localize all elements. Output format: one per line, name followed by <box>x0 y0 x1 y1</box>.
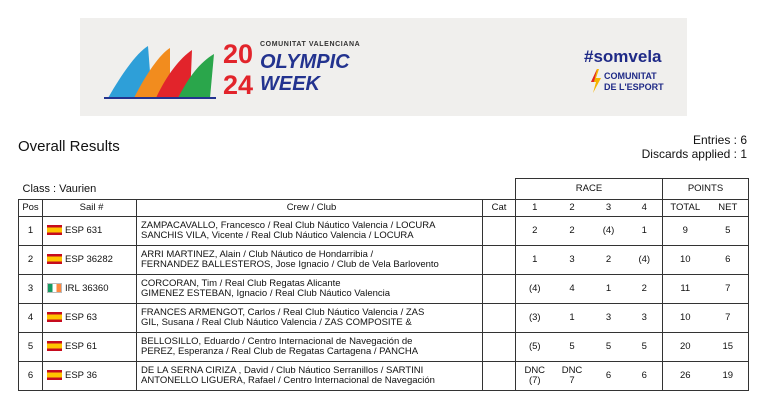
cat-cell <box>483 303 516 332</box>
race-group-header: RACE <box>516 179 663 200</box>
crew-line-1: FRANCES ARMENGOT, Carlos / Real Club Náutico Valencia / ZAS <box>141 307 425 318</box>
event-name-line1: OLYMPIC <box>260 51 350 73</box>
col-crew: Crew / Club <box>137 199 483 216</box>
col-race-1: 1 <box>516 199 554 216</box>
total-cell: 10 <box>663 303 708 332</box>
race-1-value: (4) <box>528 282 541 294</box>
race-1-value: 2 <box>532 224 538 236</box>
crew-line-1: BELLOSILLO, Eduardo / Centro Internacional de Navegación de <box>141 336 413 347</box>
cat-cell <box>483 332 516 361</box>
cat-cell <box>483 216 516 245</box>
discards-count: Discards applied : 1 <box>641 147 747 161</box>
col-total: TOTAL <box>663 199 708 216</box>
sail-cell <box>43 216 137 245</box>
points-group-header: POINTS <box>663 179 749 200</box>
race-2-value: 2 <box>569 224 575 236</box>
race-1-sub: (7) <box>528 374 541 386</box>
sail-number: IRL 36360 <box>65 283 109 294</box>
race-4-cell: 5 <box>627 332 663 361</box>
bolt-icon <box>590 69 602 93</box>
race-2-value: DNC <box>561 364 583 376</box>
total-cell: 10 <box>663 245 708 274</box>
net-cell: 5 <box>708 216 749 245</box>
cat-cell <box>483 361 516 390</box>
year-bottom: 24 <box>223 70 254 100</box>
crew-line-2: PEREZ, Esperanza / Real Club de Regatas Cartagena / PANCHA <box>141 346 419 357</box>
race-2-sub: 7 <box>569 374 575 386</box>
race-1-cell <box>516 332 554 361</box>
race-2-cell <box>554 303 591 332</box>
race-4-cell: (4) <box>627 245 663 274</box>
net-cell: 15 <box>708 332 749 361</box>
total-cell: 20 <box>663 332 708 361</box>
event-name-line2: WEEK <box>260 73 320 95</box>
crew-line-1: CORCORAN, Tim / Real Club Regatas Alicante <box>141 278 341 289</box>
crew-cell <box>137 245 483 274</box>
cat-cell <box>483 245 516 274</box>
sail-cell <box>43 361 137 390</box>
pos-cell: 6 <box>19 361 43 390</box>
race-2-value: 4 <box>569 282 575 294</box>
race-1-value: DNC <box>524 364 546 376</box>
sponsor-line2: DE L'ESPORT <box>604 82 664 92</box>
crew-cell <box>137 361 483 390</box>
race-2-cell <box>554 216 591 245</box>
col-cat: Cat <box>483 199 516 216</box>
race-1-value: (5) <box>528 340 541 352</box>
flag-icon <box>47 283 62 293</box>
race-4-cell: 6 <box>627 361 663 390</box>
net-cell: 7 <box>708 303 749 332</box>
table-row <box>19 303 749 332</box>
race-2-value: 3 <box>569 253 575 265</box>
flag-icon <box>47 254 62 264</box>
crew-line-1: ZAMPACAVALLO, Francesco / Real Club Náutico Valencia / LOCURA <box>141 220 436 231</box>
crew-line-2: ANTONELLO LIGUERA, Rafael / Centro Internacional de Navegación <box>141 375 435 386</box>
table-row <box>19 216 749 245</box>
pos-cell: 2 <box>19 245 43 274</box>
sail-number: ESP 631 <box>65 225 103 236</box>
class-cell <box>19 179 516 200</box>
sail-number: ESP 36282 <box>65 254 113 265</box>
flag-icon <box>47 225 62 235</box>
race-3-cell: (4) <box>591 216 627 245</box>
results-table <box>18 178 749 391</box>
race-4-cell: 3 <box>627 303 663 332</box>
total-cell: 26 <box>663 361 708 390</box>
region-label: COMUNITAT VALENCIANA <box>260 41 361 48</box>
sail-cell <box>43 332 137 361</box>
table-row <box>19 245 749 274</box>
col-race-3: 3 <box>591 199 627 216</box>
crew-line-1: ARRI MARTINEZ, Alain / Club Náutico de Hondarribia / <box>141 249 374 260</box>
pos-cell: 1 <box>19 216 43 245</box>
table-row <box>19 274 749 303</box>
sail-cell <box>43 303 137 332</box>
class-label: Class : Vaurien <box>22 182 97 195</box>
table-row <box>19 361 749 390</box>
race-1-value: 1 <box>532 253 538 265</box>
flag-icon <box>47 341 62 351</box>
crew-line-2: FERNANDEZ BALLESTEROS, Jose Ignacio / Club de Vela Barlovento <box>141 259 439 270</box>
race-3-cell: 2 <box>591 245 627 274</box>
pos-cell: 3 <box>19 274 43 303</box>
sail-number: ESP 63 <box>65 312 98 323</box>
cat-cell <box>483 274 516 303</box>
crew-cell <box>137 274 483 303</box>
event-banner <box>80 18 687 116</box>
year-top: 20 <box>223 39 254 69</box>
col-race-4: 4 <box>627 199 663 216</box>
race-3-cell: 3 <box>591 303 627 332</box>
flag-icon <box>47 312 62 322</box>
sail-number: ESP 61 <box>65 341 98 352</box>
total-cell: 11 <box>663 274 708 303</box>
col-net: NET <box>708 199 749 216</box>
group-header-row <box>19 179 749 200</box>
sail-cell <box>43 274 137 303</box>
race-1-cell <box>516 361 554 390</box>
race-3-cell: 1 <box>591 274 627 303</box>
race-1-cell <box>516 303 554 332</box>
race-2-value: 1 <box>569 311 575 323</box>
column-header-row <box>19 199 749 216</box>
crew-line-2: GIL, Susana / Real Club Náutico Valencia / ZAS COMPOSITE & <box>141 317 412 328</box>
net-cell: 19 <box>708 361 749 390</box>
entries-summary <box>642 133 747 161</box>
col-race-2: 2 <box>554 199 591 216</box>
page-title: Overall Results <box>18 138 120 155</box>
col-pos: Pos <box>19 199 43 216</box>
race-3-cell: 6 <box>591 361 627 390</box>
sail-number: ESP 36 <box>65 370 98 381</box>
race-2-cell <box>554 332 591 361</box>
race-1-cell <box>516 245 554 274</box>
race-2-cell <box>554 245 591 274</box>
sails-logo-icon <box>104 40 219 102</box>
race-2-value: 5 <box>569 340 575 352</box>
total-cell: 9 <box>663 216 708 245</box>
race-4-cell: 2 <box>627 274 663 303</box>
race-3-cell: 5 <box>591 332 627 361</box>
sponsor-line1: COMUNITAT <box>604 71 657 81</box>
race-2-cell <box>554 361 591 390</box>
race-1-cell <box>516 216 554 245</box>
race-4-cell: 1 <box>627 216 663 245</box>
crew-line-1: DE LA SERNA CIRIZA , David / Club Náutico Serranillos / SARTINI <box>141 365 424 376</box>
crew-cell <box>137 332 483 361</box>
race-1-cell <box>516 274 554 303</box>
crew-cell <box>137 303 483 332</box>
net-cell: 6 <box>708 245 749 274</box>
crew-line-2: GIMENEZ ESTEBAN, Ignacio / Real Club Náutico Valencia <box>141 288 391 299</box>
pos-cell: 5 <box>19 332 43 361</box>
net-cell: 7 <box>708 274 749 303</box>
col-sail: Sail # <box>43 199 137 216</box>
race-1-value: (3) <box>528 311 541 323</box>
entries-count: Entries : 6 <box>692 133 747 147</box>
flag-icon <box>47 370 62 380</box>
crew-cell <box>137 216 483 245</box>
sail-cell <box>43 245 137 274</box>
crew-line-2: SANCHIS VILA, Vicente / Real Club Náutico Valencia / LOCURA <box>141 230 414 241</box>
hashtag-logo: #somvela <box>584 47 662 66</box>
pos-cell: 4 <box>19 303 43 332</box>
race-2-cell <box>554 274 591 303</box>
table-row <box>19 332 749 361</box>
